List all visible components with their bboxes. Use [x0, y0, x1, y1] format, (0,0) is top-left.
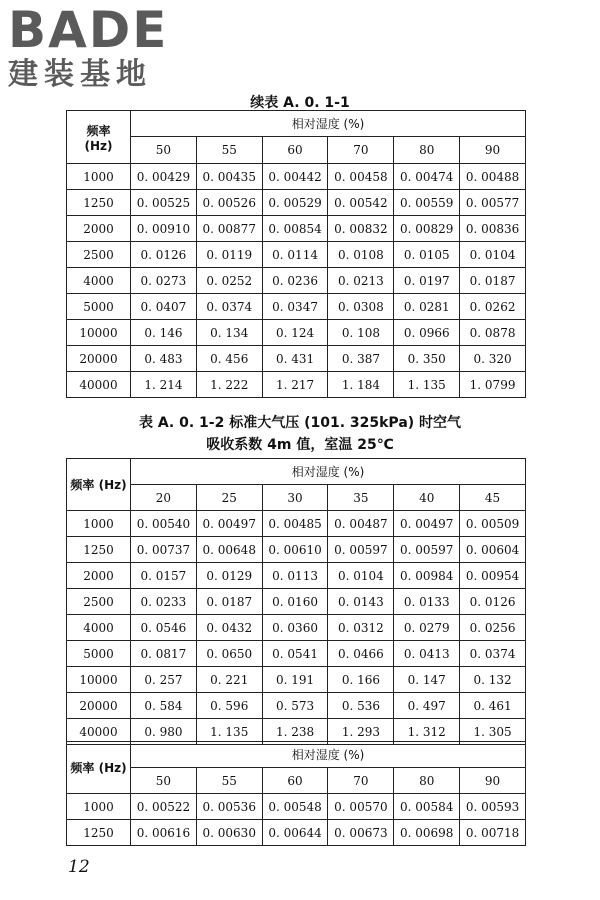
table-row	[67, 216, 526, 242]
absorption-value-cell: 0. 00536	[196, 794, 262, 820]
t2-humidity-value: 35	[328, 485, 394, 511]
logo-subtitle-text: 建装基地	[8, 57, 152, 92]
absorption-value-cell: 0. 0413	[394, 641, 460, 667]
absorption-value-cell: 0. 0432	[196, 615, 262, 641]
absorption-value-cell: 0. 00526	[196, 190, 262, 216]
table2-caption-line2: 吸收系数 4m 值，室温 25℃	[206, 437, 394, 453]
absorption-value-cell: 0. 0114	[262, 242, 328, 268]
absorption-value-cell: 0. 0160	[262, 589, 328, 615]
absorption-value-cell: 0. 00597	[394, 537, 460, 563]
absorption-value-cell: 0. 0541	[262, 641, 328, 667]
absorption-value-cell: 0. 00584	[394, 794, 460, 820]
absorption-value-cell: 0. 00836	[460, 216, 526, 242]
table1-frequency-header	[67, 111, 131, 164]
absorption-value-cell: 0. 483	[131, 346, 197, 372]
absorption-value-cell: 0. 146	[131, 320, 197, 346]
absorption-value-cell: 0. 0817	[131, 641, 197, 667]
t1-humidity-value: 70	[328, 137, 394, 164]
absorption-value-cell: 0. 00854	[262, 216, 328, 242]
absorption-value-cell: 0. 0546	[131, 615, 197, 641]
absorption-value-cell: 0. 350	[394, 346, 460, 372]
table-row	[67, 294, 526, 320]
absorption-value-cell: 0. 461	[460, 693, 526, 719]
frequency-cell: 5000	[67, 641, 131, 667]
absorption-value-cell: 0. 00429	[131, 164, 197, 190]
absorption-value-cell: 0. 00488	[460, 164, 526, 190]
absorption-value-cell: 0. 221	[196, 667, 262, 693]
absorption-value-cell: 0. 0966	[394, 320, 460, 346]
absorption-value-cell: 1. 217	[262, 372, 328, 398]
absorption-value-cell: 0. 00593	[460, 794, 526, 820]
page-number: 12	[68, 857, 90, 877]
absorption-value-cell: 0. 0252	[196, 268, 262, 294]
table-row	[67, 794, 526, 820]
absorption-value-cell: 1. 312	[394, 719, 460, 745]
table-row	[67, 693, 526, 719]
absorption-value-cell: 0. 0312	[328, 615, 394, 641]
table3-frequency-header: 频率 (Hz)	[67, 742, 131, 794]
absorption-value-cell: 0. 00597	[328, 537, 394, 563]
absorption-value-cell: 0. 00570	[328, 794, 394, 820]
t2-humidity-value: 25	[196, 485, 262, 511]
frequency-cell: 5000	[67, 294, 131, 320]
absorption-value-cell: 0. 0374	[196, 294, 262, 320]
t1-humidity-value: 50	[131, 137, 197, 164]
frequency-cell: 2000	[67, 563, 131, 589]
absorption-value-cell: 0. 0126	[460, 589, 526, 615]
table3	[66, 741, 526, 846]
absorption-value-cell: 0. 124	[262, 320, 328, 346]
absorption-value-cell: 0. 147	[394, 667, 460, 693]
absorption-value-cell: 0. 00497	[196, 511, 262, 537]
frequency-cell: 10000	[67, 667, 131, 693]
absorption-value-cell: 0. 0104	[460, 242, 526, 268]
frequency-cell: 4000	[67, 615, 131, 641]
absorption-value-cell: 0. 0133	[394, 589, 460, 615]
absorption-value-cell: 0. 387	[328, 346, 394, 372]
table-row	[67, 164, 526, 190]
absorption-value-cell: 0. 584	[131, 693, 197, 719]
table3-humidity-header: 相对湿度 (%)	[131, 742, 526, 768]
t3-humidity-value: 60	[262, 768, 328, 794]
absorption-value-cell: 0. 00910	[131, 216, 197, 242]
absorption-value-cell: 0. 0374	[460, 641, 526, 667]
frequency-cell: 1000	[67, 794, 131, 820]
absorption-value-cell: 0. 456	[196, 346, 262, 372]
absorption-value-cell: 0. 132	[460, 667, 526, 693]
table2-humidity-header: 相对湿度 (%)	[131, 459, 526, 485]
absorption-value-cell: 0. 0256	[460, 615, 526, 641]
frequency-cell: 20000	[67, 346, 131, 372]
t2-humidity-value: 45	[460, 485, 526, 511]
absorption-value-cell: 0. 00435	[196, 164, 262, 190]
absorption-value-cell: 0. 00458	[328, 164, 394, 190]
absorption-value-cell: 0. 00525	[131, 190, 197, 216]
absorption-value-cell: 0. 536	[328, 693, 394, 719]
absorption-value-cell: 1. 135	[394, 372, 460, 398]
absorption-value-cell: 0. 0108	[328, 242, 394, 268]
absorption-value-cell: 0. 0279	[394, 615, 460, 641]
frequency-cell: 40000	[67, 372, 131, 398]
t3-humidity-value: 80	[394, 768, 460, 794]
absorption-value-cell: 0. 0360	[262, 615, 328, 641]
t1-humidity-value: 90	[460, 137, 526, 164]
absorption-value-cell: 0. 00718	[460, 820, 526, 846]
table-row	[67, 511, 526, 537]
absorption-value-cell: 0. 0878	[460, 320, 526, 346]
absorption-value-cell: 0. 191	[262, 667, 328, 693]
table-row	[67, 820, 526, 846]
absorption-value-cell: 0. 134	[196, 320, 262, 346]
absorption-value-cell: 0. 0143	[328, 589, 394, 615]
frequency-cell: 2500	[67, 589, 131, 615]
t1-humidity-value: 80	[394, 137, 460, 164]
absorption-value-cell: 0. 00630	[196, 820, 262, 846]
table-row	[67, 589, 526, 615]
table-row	[67, 615, 526, 641]
table1-humidity-header: 相对湿度 (%)	[131, 111, 526, 137]
table-row	[67, 563, 526, 589]
table-row	[67, 190, 526, 216]
table-row	[67, 268, 526, 294]
absorption-value-cell: 0. 00877	[196, 216, 262, 242]
absorption-value-cell: 0. 257	[131, 667, 197, 693]
table-row	[67, 320, 526, 346]
absorption-value-cell: 0. 00485	[262, 511, 328, 537]
table1-humidity-values-row	[67, 137, 526, 164]
logo-brand-text: BADE	[8, 1, 169, 59]
absorption-value-cell: 0. 00737	[131, 537, 197, 563]
table1	[66, 110, 526, 398]
absorption-value-cell: 0. 00616	[131, 820, 197, 846]
frequency-cell: 1250	[67, 537, 131, 563]
absorption-value-cell: 0. 00540	[131, 511, 197, 537]
absorption-value-cell: 0. 980	[131, 719, 197, 745]
table2-frequency-header: 频率 (Hz)	[67, 459, 131, 511]
absorption-value-cell: 0. 0126	[131, 242, 197, 268]
absorption-value-cell: 0. 00644	[262, 820, 328, 846]
frequency-cell: 1250	[67, 820, 131, 846]
absorption-value-cell: 0. 00610	[262, 537, 328, 563]
absorption-value-cell: 1. 238	[262, 719, 328, 745]
absorption-value-cell: 0. 0466	[328, 641, 394, 667]
absorption-value-cell: 0. 00542	[328, 190, 394, 216]
table1-frequency-header-label: 频率	[86, 123, 111, 138]
frequency-cell: 2000	[67, 216, 131, 242]
absorption-value-cell: 0. 00954	[460, 563, 526, 589]
absorption-value-cell: 1. 293	[328, 719, 394, 745]
frequency-cell: 40000	[67, 719, 131, 745]
table2	[66, 458, 526, 745]
absorption-value-cell: 0. 166	[328, 667, 394, 693]
absorption-value-cell: 0. 0213	[328, 268, 394, 294]
absorption-value-cell: 0. 0347	[262, 294, 328, 320]
table2-humidity-values-row	[67, 485, 526, 511]
absorption-value-cell: 1. 214	[131, 372, 197, 398]
absorption-value-cell: 0. 320	[460, 346, 526, 372]
frequency-cell: 1000	[67, 511, 131, 537]
absorption-value-cell: 0. 431	[262, 346, 328, 372]
table-row	[67, 537, 526, 563]
absorption-value-cell: 0. 108	[328, 320, 394, 346]
absorption-value-cell: 0. 00497	[394, 511, 460, 537]
t2-humidity-value: 40	[394, 485, 460, 511]
t3-humidity-value: 90	[460, 768, 526, 794]
absorption-value-cell: 0. 00442	[262, 164, 328, 190]
absorption-value-cell: 0. 0308	[328, 294, 394, 320]
t3-humidity-value: 70	[328, 768, 394, 794]
absorption-value-cell: 0. 00832	[328, 216, 394, 242]
absorption-value-cell: 0. 00474	[394, 164, 460, 190]
absorption-value-cell: 0. 0113	[262, 563, 328, 589]
absorption-value-cell: 1. 135	[196, 719, 262, 745]
absorption-value-cell: 0. 00548	[262, 794, 328, 820]
table1-caption: 续表 A. 0. 1-1	[250, 95, 350, 111]
frequency-cell: 2500	[67, 242, 131, 268]
absorption-value-cell: 0. 0197	[394, 268, 460, 294]
t2-humidity-value: 30	[262, 485, 328, 511]
absorption-value-cell: 0. 596	[196, 693, 262, 719]
absorption-value-cell: 0. 0233	[131, 589, 197, 615]
absorption-value-cell: 0. 00529	[262, 190, 328, 216]
absorption-value-cell: 1. 222	[196, 372, 262, 398]
absorption-value-cell: 0. 00698	[394, 820, 460, 846]
table-row	[67, 667, 526, 693]
absorption-value-cell: 0. 0187	[460, 268, 526, 294]
absorption-value-cell: 0. 00984	[394, 563, 460, 589]
absorption-value-cell: 0. 0187	[196, 589, 262, 615]
absorption-value-cell: 0. 0105	[394, 242, 460, 268]
t1-humidity-value: 55	[196, 137, 262, 164]
absorption-value-cell: 1. 184	[328, 372, 394, 398]
absorption-value-cell: 0. 0281	[394, 294, 460, 320]
absorption-value-cell: 0. 0407	[131, 294, 197, 320]
absorption-value-cell: 0. 00559	[394, 190, 460, 216]
absorption-value-cell: 0. 00522	[131, 794, 197, 820]
absorption-value-cell: 0. 00673	[328, 820, 394, 846]
frequency-cell: 20000	[67, 693, 131, 719]
bade-logo	[8, 1, 169, 92]
frequency-cell: 4000	[67, 268, 131, 294]
absorption-value-cell: 0. 0650	[196, 641, 262, 667]
absorption-value-cell: 0. 0104	[328, 563, 394, 589]
absorption-value-cell: 0. 0119	[196, 242, 262, 268]
frequency-cell: 1000	[67, 164, 131, 190]
table2-caption-line1: 表 A. 0. 1-2 标准大气压 (101. 325kPa) 时空气	[138, 415, 462, 431]
absorption-value-cell: 1. 0799	[460, 372, 526, 398]
absorption-value-cell: 0. 0262	[460, 294, 526, 320]
absorption-value-cell: 0. 00604	[460, 537, 526, 563]
table-row	[67, 346, 526, 372]
t3-humidity-value: 55	[196, 768, 262, 794]
frequency-cell: 10000	[67, 320, 131, 346]
absorption-value-cell: 0. 00487	[328, 511, 394, 537]
absorption-value-cell: 0. 0273	[131, 268, 197, 294]
table-row	[67, 641, 526, 667]
table-row	[67, 372, 526, 398]
t1-humidity-value: 60	[262, 137, 328, 164]
absorption-value-cell: 0. 0129	[196, 563, 262, 589]
absorption-value-cell: 0. 0157	[131, 563, 197, 589]
t3-humidity-value: 50	[131, 768, 197, 794]
table3-humidity-values-row	[67, 768, 526, 794]
absorption-value-cell: 0. 00577	[460, 190, 526, 216]
absorption-value-cell: 0. 00648	[196, 537, 262, 563]
t2-humidity-value: 20	[131, 485, 197, 511]
absorption-value-cell: 0. 0236	[262, 268, 328, 294]
frequency-cell: 1250	[67, 190, 131, 216]
table-row	[67, 242, 526, 268]
absorption-value-cell: 1. 305	[460, 719, 526, 745]
table1-frequency-header-unit: (Hz)	[84, 138, 113, 153]
absorption-value-cell: 0. 497	[394, 693, 460, 719]
absorption-value-cell: 0. 573	[262, 693, 328, 719]
absorption-value-cell: 0. 00829	[394, 216, 460, 242]
absorption-value-cell: 0. 00509	[460, 511, 526, 537]
